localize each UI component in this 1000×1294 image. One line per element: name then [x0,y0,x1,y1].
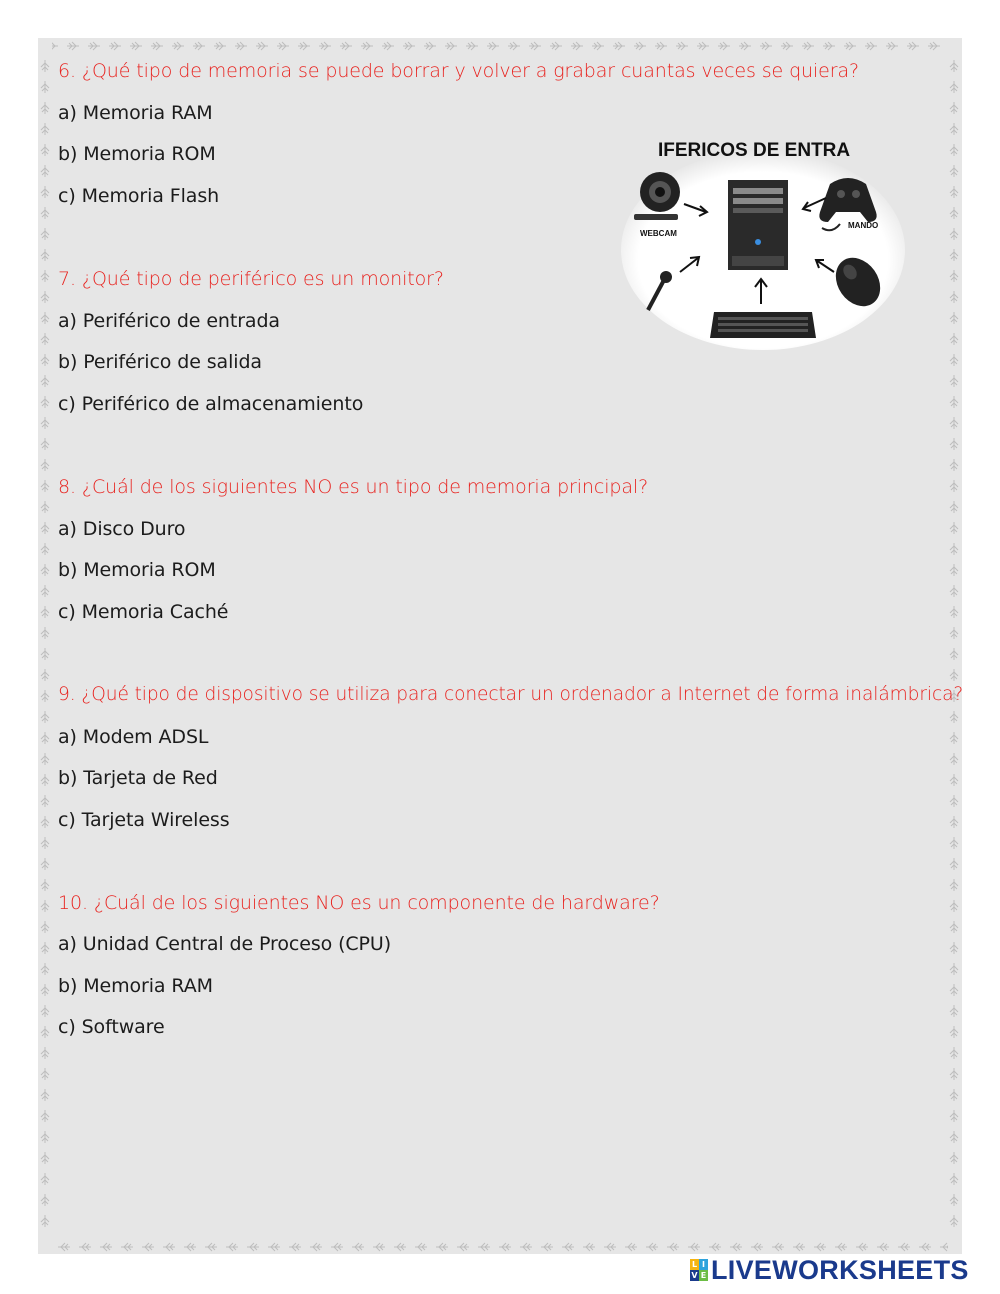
question-8: 8. ¿Cuál de los siguientes NO es un tipo de memoria principal? [58,476,649,498]
logo-wordmark: LIVEWORKSHEETS [711,1254,969,1285]
q7-option-c[interactable]: c) Periférico de almacenamiento [58,393,364,415]
logo-badge-letter: I [699,1259,708,1270]
illustration-heading: IFERICOS DE ENTRA [658,140,851,161]
right-border [947,56,961,1240]
question-9: 9. ¿Qué tipo de dispositivo se utiliza para conectar un ordenador a Internet de forma inalámbrica? [58,684,964,705]
q9-option-a[interactable]: a) Modem ADSL [58,726,209,748]
top-border [52,40,948,52]
q9-option-c[interactable]: c) Tarjeta Wireless [58,809,230,831]
cpu-tower-icon [728,180,788,270]
logo-badge-letter: E [700,1271,707,1280]
q9-option-b[interactable]: b) Tarjeta de Red [58,767,218,789]
q6-option-c[interactable]: c) Memoria Flash [58,185,220,207]
left-border [38,56,52,1240]
q7-option-b[interactable]: b) Periférico de salida [58,351,262,373]
logo-badge-letter: V [691,1271,698,1280]
question-7: 7. ¿Qué tipo de periférico es un monitor? [58,268,444,290]
bottom-border [52,1241,948,1253]
q8-option-c[interactable]: c) Memoria Caché [58,601,229,623]
logo-badge-letter: L [691,1260,698,1269]
logo-badge-icon [690,1259,708,1281]
gamepad-label: MANDO [848,221,879,230]
keyboard-icon [710,312,816,338]
webcam-label: WEBCAM [640,229,677,238]
q6-option-b[interactable]: b) Memoria ROM [58,143,216,165]
q10-option-b[interactable]: b) Memoria RAM [58,975,213,997]
peripherals-illustration [618,132,908,352]
liveworksheets-logo[interactable] [690,1256,969,1284]
q6-option-a[interactable]: a) Memoria RAM [58,102,213,124]
q8-option-b[interactable]: b) Memoria ROM [58,559,216,581]
q7-option-a[interactable]: a) Periférico de entrada [58,310,280,332]
question-6: 6. ¿Qué tipo de memoria se puede borrar y volver a grabar cuantas veces se quiera? [58,60,859,82]
q8-option-a[interactable]: a) Disco Duro [58,518,186,540]
q10-option-c[interactable]: c) Software [58,1016,165,1038]
question-10: 10. ¿Cuál de los siguientes NO es un componente de hardware? [58,892,660,914]
q10-option-a[interactable]: a) Unidad Central de Proceso (CPU) [58,933,392,955]
